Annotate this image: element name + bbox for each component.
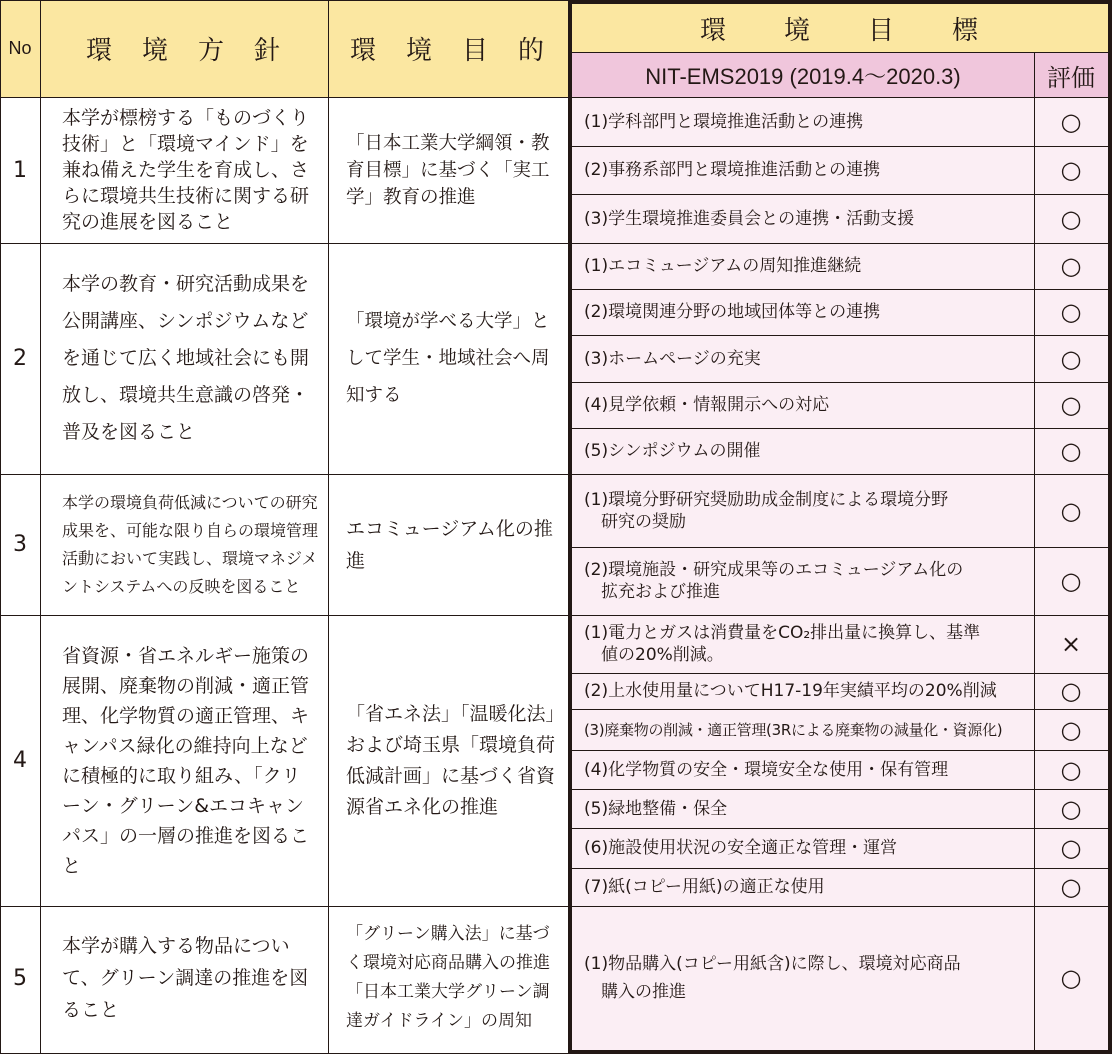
eval-mark: ○ [1060,298,1082,326]
row-5-goal [346,906,556,1050]
rule [0,906,568,907]
row-1-no [0,97,40,243]
row-2-goal [346,243,556,474]
rule [572,828,1108,829]
targets-panel-border [568,0,1112,1054]
row-2-no [0,243,40,474]
eval-mark: ○ [1060,964,1082,992]
rule [328,0,329,1054]
rule [572,146,1108,147]
target-text: (1)学科部門と環境推進活動との連携 [584,111,864,132]
rule [572,52,1108,53]
eval-mark: ○ [1060,834,1082,862]
target-text: (2)上水使用量についてH17-19年実績平均の20%削減 [584,681,997,701]
row-1-policy-text: 本学が標榜する「ものづくり技術」と「環境マインド」を兼ね備えた学生を育成し、さらに環境共生技術に関する研究の進展を図ること [62,107,310,233]
rule [572,382,1108,383]
row-1-goal-text: 「日本工業大学綱領・教育目標」に基づく「実工学」教育の推進 [346,132,550,208]
row-4-policy-text: 省資源・省エネルギー施策の展開、廃棄物の削減・適正管理、化学物質の適正管理、キャンパス緑化の維持向上などに積極的に取り組み、「クリーン・グリーン&エコキャンパス」の一層の推進を図ること [62,644,310,877]
row-1-no-label: 1 [13,157,27,183]
target-text: (5)緑地整備・保全 [584,798,728,819]
target-text: (3)廃棄物の削減・適正管理(3Rによる廃棄物の減量化・資源化) [584,720,1003,739]
eval-mark: ○ [1060,873,1082,901]
rule [572,673,1108,674]
header-targets-label: 環 境 目 標 [699,15,980,46]
header-no [0,0,40,97]
rule [572,428,1108,429]
row-3-no-label: 3 [13,532,27,557]
rule [0,615,568,616]
eval-mark: ○ [1060,677,1082,705]
rule [572,194,1108,195]
rule [572,335,1108,336]
target-text: (1)物品購入(コピー用紙含)に際し、環境対応商品 購入の推進 [584,954,961,1002]
row-3-no [0,474,40,615]
target-text: (3)ホームページの充実 [584,348,761,369]
header-policy [40,0,328,97]
eval-mark: ○ [1060,344,1082,373]
row-2-policy-text: 本学の教育・研究活動成果を公開講座、シンポジウムなどを通じて広く地域社会にも開放し、環境共生意識の啓発・普及を図ること [62,273,310,443]
target-text: (1)電力とガスは消費量をCO₂排出量に換算し、基準 値の20%削減。 [584,623,981,665]
row-4-goal [346,615,556,906]
eval-mark: ○ [1060,437,1082,465]
row-5-policy [62,906,318,1050]
row-2-policy [62,243,318,474]
target-text: (3)学生環境推進委員会との連携・活動支援 [584,208,915,229]
target-text: (1)エコミュージアムの周知推進継続 [584,256,862,276]
rule [572,868,1108,869]
eval-mark: ○ [1060,567,1082,595]
eval-mark: ○ [1060,496,1082,525]
row-5-no [0,906,40,1050]
header-goal-label: 環 境 目 的 [349,36,546,66]
eval-mark: ○ [1060,252,1082,280]
rule [0,243,568,244]
row-4-no-label: 4 [13,748,27,773]
row-5-policy-text: 本学が購入する物品について、グリーン調達の推進を図ること [62,935,309,1021]
header-policy-label: 環 境 方 針 [85,36,282,66]
rule [572,474,1108,475]
target-text: (2)事務系部門と環境推進活動との連携 [584,160,881,180]
rule [0,474,568,475]
target-text: (4)化学物質の安全・環境安全な使用・保有管理 [584,759,949,780]
eval-mark: ○ [1060,391,1082,419]
target-text: (7)紙(コピー用紙)の適正な使用 [584,877,825,897]
rule [1034,53,1035,1050]
rule [572,97,1108,98]
eval-mark: × [1060,630,1082,658]
rule [572,289,1108,290]
target-text: (4)見学依頼・情報開示への対応 [584,395,830,415]
row-3-goal [346,474,556,615]
rule [572,243,1108,244]
row-3-policy [62,474,318,615]
rule [572,906,1108,907]
rule [572,709,1108,710]
eval-mark: ○ [1060,755,1082,784]
row-1-policy [62,97,318,243]
row-4-policy [62,615,318,906]
rule [572,615,1108,616]
row-2-goal-text: 「環境が学べる大学」として学生・地域社会へ周知する [346,311,550,406]
target-text: (2)環境施設・研究成果等のエコミュージアム化の 拡充および推進 [584,560,964,602]
eval-mark: ○ [1060,107,1082,136]
target-text: (5)シンポジウムの開催 [584,441,761,461]
target-text: (1)環境分野研究奨励助成金制度による環境分野 研究の奨励 [584,489,949,532]
rule [572,547,1108,548]
row-5-goal-text: 「グリーン購入法」に基づく環境対応商品購入の推進「日本工業大学グリーン調達ガイドライン」の周知 [346,924,550,1031]
rule [572,750,1108,751]
header-no-label: No [8,38,32,58]
target-text: (6)施設使用状況の安全適正な管理・運営 [584,838,898,858]
rule [0,0,568,1]
rule [0,0,1,1054]
rule [572,789,1108,790]
row-2-no-label: 2 [13,346,27,371]
rule [40,0,41,1054]
row-1-goal [346,97,556,243]
header-goal [328,0,568,97]
row-5-no-label: 5 [13,965,27,991]
eval-mark: ○ [1060,204,1082,233]
header-period-label: NIT-EMS2019 (2019.4〜2020.3) [645,63,961,89]
eval-mark: ○ [1060,794,1082,823]
header-evaluation-label: 評価 [1047,63,1095,92]
row-4-no [0,615,40,906]
eval-mark: ○ [1060,156,1082,184]
row-4-goal-text: 「省エネ法」「温暖化法」および埼玉県「環境負荷低減計画」に基づく省資源省エネ化の推進 [346,702,556,818]
row-3-policy-text: 本学の環境負荷低減についての研究成果を、可能な限り自らの環境管理活動において実践し、環境マネジメントシステムへの反映を図ること [62,492,319,596]
row-3-goal-text: エコミュージアム化の推進 [346,517,553,572]
eval-mark: ○ [1060,715,1082,744]
target-text: (2)環境関連分野の地域団体等との連携 [584,302,881,322]
rule [0,97,568,98]
